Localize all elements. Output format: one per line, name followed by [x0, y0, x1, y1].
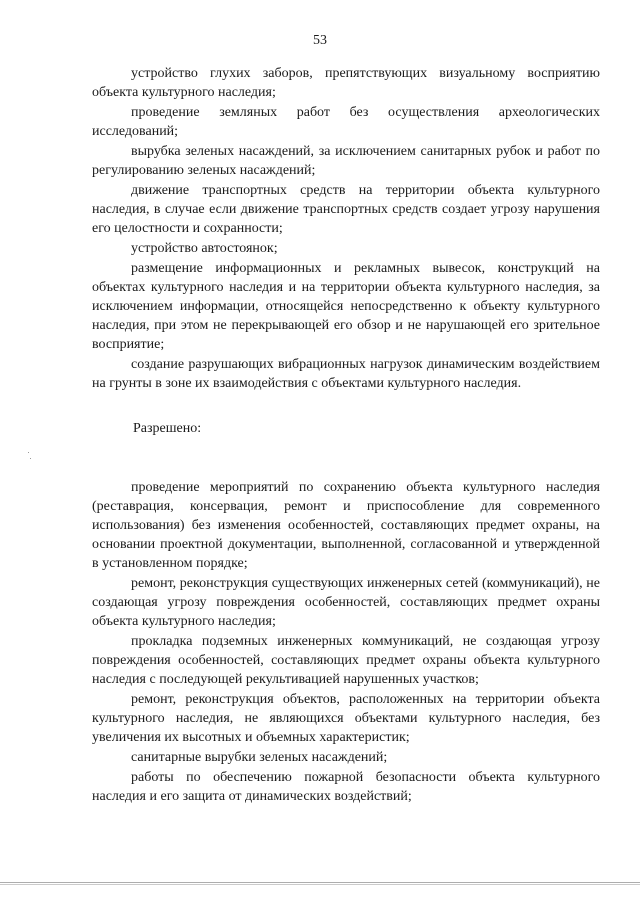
permitted-heading: Разрешено: — [133, 421, 202, 436]
prohibited-item: вырубка зеленых насаждений, за исключением санитарных рубок и работ по регулированию зеленых насаждений; — [92, 144, 600, 178]
prohibited-list — [92, 64, 600, 393]
scan-speck — [28, 452, 29, 453]
permitted-item: прокладка подземных инженерных коммуникаций, не создающая угрозу повреждения особенностей, составляющих предмет охраны объекта культурного наследия с последующей рекультивацией нарушенных участков; — [92, 634, 600, 687]
prohibited-item: устройство глухих заборов, препятствующих визуальному восприятию объекта культурного наследия; — [92, 66, 600, 100]
prohibited-item: проведение земляных работ без осуществления археологических исследований; — [92, 105, 600, 139]
page-number: 53 — [313, 33, 327, 48]
permitted-item: работы по обеспечению пожарной безопасности объекта культурного наследия и его защита от динамических воздействий; — [92, 770, 600, 804]
prohibited-item: движение транспортных средств на территории объекта культурного наследия, в случае если движение транспортных средств создает угрозу нарушения его целостности и сохранности; — [92, 183, 600, 236]
prohibited-item: размещение информационных и рекламных вывесок, конструкций на объектах культурного наследия и на территории объекта культурного наследия, за исключением информации, относящейся непосредственно к объекту культурного наследия, при этом не перекрывающей его обзор и не нарушающей его зрительное восприятие; — [92, 261, 600, 352]
permitted-list — [92, 478, 600, 806]
permitted-item: ремонт, реконструкция объектов, расположенных на территории объекта культурного наследия, не являющихся объектами культурного наследия, без увеличения их высотных и объемных характеристик; — [92, 692, 600, 745]
scan-speck — [30, 458, 31, 459]
document-body — [92, 64, 600, 807]
prohibited-item: устройство автостоянок; — [131, 241, 278, 256]
permitted-item: ремонт, реконструкция существующих инженерных сетей (коммуникаций), не создающая угрозу повреждения особенностей, составляющих предмет охраны объекта культурного наследия; — [92, 576, 600, 629]
prohibited-item: создание разрушающих вибрационных нагрузок динамическим воздействием на грунты в зоне их взаимодействия с объектами культурного наследия. — [92, 357, 600, 391]
permitted-item: санитарные вырубки зеленых насаждений; — [131, 750, 388, 765]
permitted-item: проведение мероприятий по сохранению объекта культурного наследия (реставрация, консервация, ремонт и приспособление для современного использования) без изменения особенностей, составляющих предмет охраны, на основании проектной документации, выполненной, согласованной и утвержденной в установленном порядке; — [92, 480, 600, 571]
scan-edge-artifact — [0, 880, 640, 888]
